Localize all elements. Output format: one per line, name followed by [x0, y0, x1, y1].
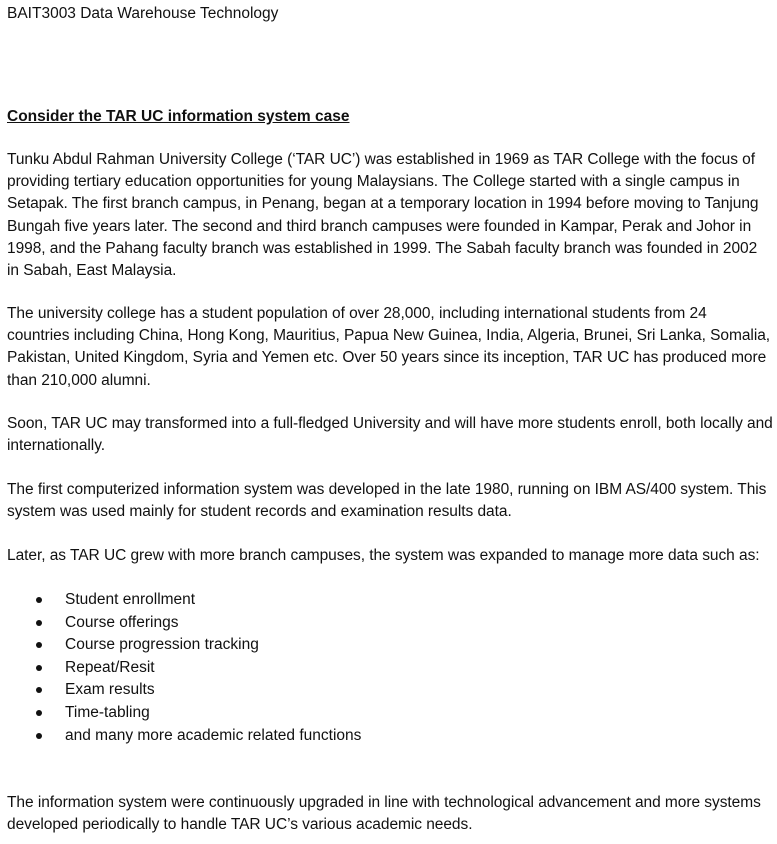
data-bullet-list: [7, 589, 361, 747]
list-item: [7, 657, 361, 680]
paragraph-system-expansion: Later, as TAR UC grew with more branch campuses, the system was expanded to manage more data such as:: [7, 547, 760, 564]
paragraph-continuous-upgrade: The information system were continuously upgraded in line with technological advancement and more systems developed periodically to handle TAR UC’s various academic needs.: [7, 794, 761, 834]
list-item: [7, 612, 361, 635]
bullet-icon: [36, 620, 42, 626]
bullet-icon: [36, 642, 42, 648]
list-item-label: Repeat/Resit: [65, 658, 155, 676]
bullet-icon: [36, 665, 42, 671]
bullet-icon: [36, 710, 42, 716]
paragraph-university-transformation: Soon, TAR UC may transformed into a full-fledged University and will have more students enroll, both locally and internationally.: [7, 415, 773, 455]
paragraph-student-population: The university college has a student population of over 28,000, including international students from 24 countries including China, Hong Kong, Mauritius, Papua New Guinea, India, Algeria, Brunei, Sri Lanka, Somalia, Pakistan, United Kingdom, Syria and Yemen etc. Over 50 years since its inception, TAR UC has produced more than 210,000 alumni.: [7, 305, 771, 389]
bullet-icon: [36, 597, 42, 603]
list-item-label: Time-tabling: [65, 703, 150, 721]
list-item: [7, 589, 361, 612]
list-item-label: and many more academic related functions: [65, 726, 362, 744]
list-item: [7, 679, 361, 702]
bullet-icon: [36, 687, 42, 693]
paragraph-history: Tunku Abdul Rahman University College (‘TAR UC’) was established in 1969 as TAR College with the focus of providing tertiary education opportunities for young Malaysians. The College started with a single campus in Setapak. The first branch campus, in Penang, began at a temporary location in 1994 before moving to Tanjung Bungah five years later. The second and third branch campuses were founded in Kampar, Perak and Johor in 1998, and the Pahang faculty branch was established in 1999. The Sabah faculty branch was founded in 2002 in Sabah, East Malaysia.: [7, 151, 759, 280]
list-item-label: Course offerings: [65, 613, 179, 631]
section-heading: Consider the TAR UC information system case: [7, 108, 350, 125]
list-item: [7, 702, 361, 725]
paragraph-first-system: The first computerized information system was developed in the late 1980, running on IBM AS/400 system. This system was used mainly for student records and examination results data.: [7, 481, 767, 521]
bullet-icon: [36, 733, 42, 739]
list-item-label: Student enrollment: [65, 591, 196, 608]
list-item-label: Course progression tracking: [65, 636, 259, 654]
list-item: [7, 634, 361, 657]
course-header: BAIT3003 Data Warehouse Technology: [7, 5, 279, 22]
list-item-label: Exam results: [65, 681, 155, 699]
list-item: [7, 725, 361, 748]
